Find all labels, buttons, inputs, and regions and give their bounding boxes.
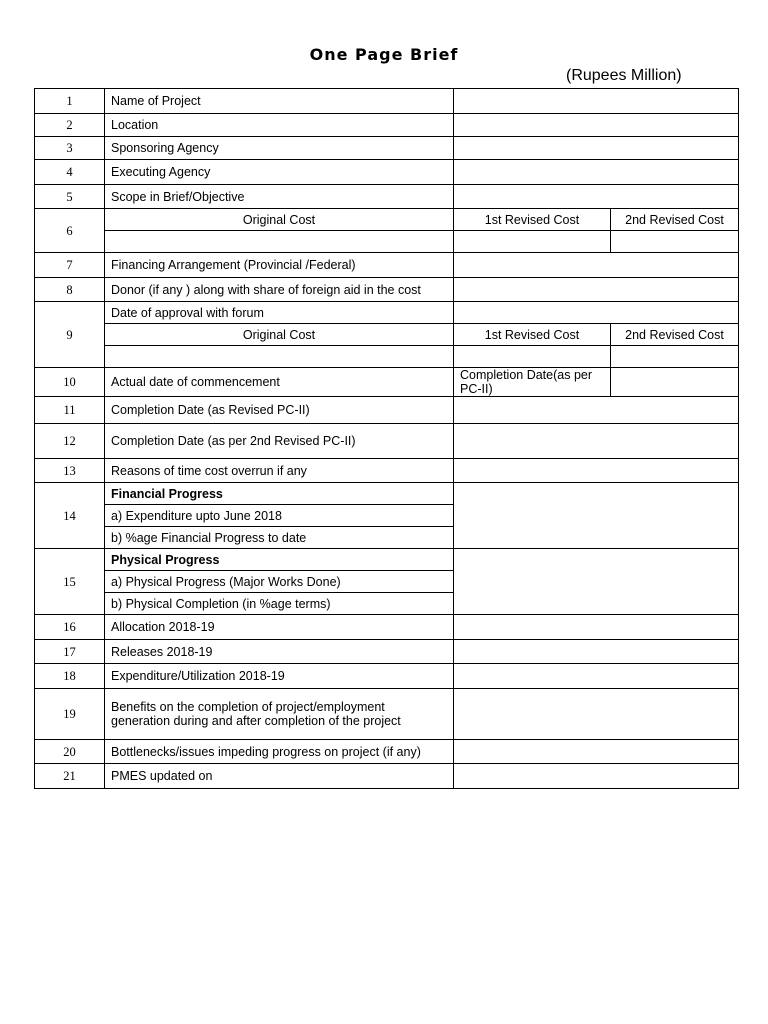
table-row [35,89,739,114]
table-row [35,483,739,505]
row-number: 2 [35,114,105,137]
row-label: Benefits on the completion of project/employment generation during and after completion of the project [105,689,454,740]
row-number: 17 [35,640,105,664]
row-number: 14 [35,483,105,549]
row-number: 10 [35,368,105,397]
value-cell[interactable] [454,740,739,764]
table-row [35,740,739,764]
value-cell[interactable] [454,483,739,549]
row-label: Allocation 2018-19 [105,615,454,640]
units-note: (Rupees Million) [566,67,682,84]
table-row [35,459,739,483]
table-row [35,185,739,209]
first-revised-cost-value[interactable] [454,346,611,368]
original-cost-header: Original Cost [105,209,454,231]
table-row [35,160,739,185]
table-row [35,209,739,231]
row-label: Date of approval with forum [105,302,454,324]
row-number: 13 [35,459,105,483]
row-number: 12 [35,424,105,459]
table-row [35,231,739,253]
row-label: Completion Date (as Revised PC-II) [105,397,454,424]
row-label: Location [105,114,454,137]
value-cell[interactable] [454,664,739,689]
row-number: 21 [35,764,105,789]
value-cell[interactable] [454,459,739,483]
second-revised-cost-header: 2nd Revised Cost [611,209,739,231]
row-number: 19 [35,689,105,740]
row-label: Financing Arrangement (Provincial /Federal) [105,253,454,278]
value-cell[interactable] [454,114,739,137]
value-cell[interactable] [454,253,739,278]
value-cell[interactable] [454,160,739,185]
value-cell[interactable] [454,89,739,114]
completion-date-value[interactable] [611,368,739,397]
section-heading: Financial Progress [105,483,454,505]
row-label: Reasons of time cost overrun if any [105,459,454,483]
row-number: 11 [35,397,105,424]
row-label: b) %age Financial Progress to date [105,527,454,549]
value-cell[interactable] [454,764,739,789]
table-row [35,114,739,137]
row-label: Sponsoring Agency [105,137,454,160]
section-heading: Physical Progress [105,549,454,571]
table-row [35,302,739,324]
row-label: PMES updated on [105,764,454,789]
row-label: Completion Date (as per 2nd Revised PC-II) [105,424,454,459]
value-cell[interactable] [454,278,739,302]
value-cell[interactable] [454,615,739,640]
row-label: b) Physical Completion (in %age terms) [105,593,454,615]
table-row [35,689,739,740]
first-revised-cost-value[interactable] [454,231,611,253]
original-cost-header: Original Cost [105,324,454,346]
table-row [35,397,739,424]
row-number: 6 [35,209,105,253]
value-cell[interactable] [454,185,739,209]
value-cell[interactable] [454,397,739,424]
value-cell[interactable] [454,424,739,459]
row-label: a) Physical Progress (Major Works Done) [105,571,454,593]
row-number: 3 [35,137,105,160]
row-number: 20 [35,740,105,764]
row-label: Executing Agency [105,160,454,185]
value-cell[interactable] [454,640,739,664]
value-cell[interactable] [454,549,739,615]
row-number: 15 [35,549,105,615]
table-row [35,764,739,789]
row-number: 1 [35,89,105,114]
row-number: 16 [35,615,105,640]
table-row [35,137,739,160]
row-number: 8 [35,278,105,302]
row-number: 7 [35,253,105,278]
row-number: 18 [35,664,105,689]
row-label: Donor (if any ) along with share of foreign aid in the cost [105,278,454,302]
table-row [35,664,739,689]
table-row [35,368,739,397]
original-cost-value[interactable] [105,231,454,253]
row-number: 5 [35,185,105,209]
completion-date-label: Completion Date(as per PC-II) [454,368,611,397]
first-revised-cost-header: 1st Revised Cost [454,209,611,231]
value-cell[interactable] [454,137,739,160]
value-cell[interactable] [454,689,739,740]
table-row [35,324,739,346]
table-row [35,278,739,302]
page-title: One Page Brief [309,45,459,64]
row-label: Expenditure/Utilization 2018-19 [105,664,454,689]
row-label: Name of Project [105,89,454,114]
row-label: Scope in Brief/Objective [105,185,454,209]
table-row [35,615,739,640]
table-row [35,346,739,368]
table-row [35,424,739,459]
second-revised-cost-value[interactable] [611,346,739,368]
second-revised-cost-value[interactable] [611,231,739,253]
table-row [35,640,739,664]
row-label: Actual date of commencement [105,368,454,397]
value-cell[interactable] [454,302,739,324]
row-number: 4 [35,160,105,185]
table-row [35,549,739,571]
original-cost-value[interactable] [105,346,454,368]
row-label: Releases 2018-19 [105,640,454,664]
row-label: a) Expenditure upto June 2018 [105,505,454,527]
second-revised-cost-header: 2nd Revised Cost [611,324,739,346]
row-number: 9 [35,302,105,368]
brief-table [34,88,739,789]
first-revised-cost-header: 1st Revised Cost [454,324,611,346]
table-row [35,253,739,278]
row-label: Bottlenecks/issues impeding progress on project (if any) [105,740,454,764]
